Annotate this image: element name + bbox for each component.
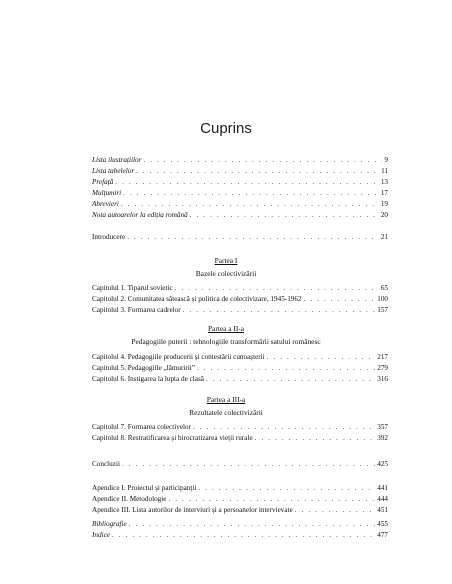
toc-entry-page: 17 — [380, 189, 388, 197]
appendices-list — [92, 483, 388, 516]
toc-entry-label: Lista tabelelor — [92, 167, 135, 175]
toc-entry-page: 13 — [380, 178, 388, 186]
toc-entry[interactable] — [92, 232, 388, 243]
leader-dots — [112, 530, 375, 541]
leader-dots — [304, 294, 376, 305]
toc-entry[interactable] — [92, 374, 388, 385]
toc-entry-label: Capitolul 1. Tiparul sovietic — [92, 284, 173, 292]
toc-entry-page: 444 — [377, 495, 388, 503]
toc-entry-page: 21 — [380, 233, 388, 241]
toc-entry[interactable] — [92, 483, 388, 494]
back-matter-list — [92, 519, 388, 541]
toc-entry[interactable] — [92, 188, 388, 199]
toc-entry-label: Nota autoarelor la ediția română — [92, 211, 188, 219]
toc-entry[interactable] — [92, 199, 388, 210]
toc-entry-page: 19 — [380, 200, 388, 208]
toc-entry-label: Lista ilustrațiilor — [92, 156, 142, 164]
leader-dots — [175, 283, 379, 294]
leader-dots — [115, 177, 379, 188]
leader-dots — [255, 433, 376, 444]
leader-dots — [267, 352, 376, 363]
toc-entry-page: 357 — [377, 423, 388, 431]
leader-dots — [136, 166, 379, 177]
part-chapters — [92, 283, 388, 316]
toc-entry-label: Concluzii — [92, 460, 120, 468]
toc-entry-label: Capitolul 4. Pedagogiile producerii și contestării cunoașterii — [92, 353, 265, 361]
toc-entry[interactable] — [92, 433, 388, 444]
toc-entry[interactable] — [92, 210, 388, 221]
leader-dots — [168, 494, 375, 505]
toc-entry-label: Capitolul 7. Formarea colectivelor — [92, 423, 191, 431]
toc-entry[interactable] — [92, 494, 388, 505]
front-matter-list — [92, 155, 388, 221]
toc-entry[interactable] — [92, 363, 388, 374]
toc-entry-page: 20 — [380, 211, 388, 219]
toc-entry[interactable] — [92, 155, 388, 166]
toc-entry[interactable] — [92, 294, 388, 305]
toc-entry-label: Apendice I. Proiectul și participanții — [92, 484, 197, 492]
toc-entry-page: 279 — [377, 364, 388, 372]
toc-entry[interactable] — [92, 177, 388, 188]
toc-entry[interactable] — [92, 352, 388, 363]
toc-entry-page: 9 — [384, 156, 388, 164]
leader-dots — [123, 188, 379, 199]
leader-dots — [295, 505, 375, 516]
toc-entry-label: Apendice III. Lista autorilor de interviuri și a persoanelor intervievate — [92, 506, 293, 514]
part-title: Pedagogiile puterii : tehnologiile transformării satului românesc — [131, 337, 321, 346]
toc-entry-label: Introducere — [92, 233, 126, 241]
toc-entry-page: 316 — [377, 375, 388, 383]
leader-dots — [122, 459, 375, 470]
introduction-entry-block — [92, 232, 388, 243]
toc-entry[interactable] — [92, 166, 388, 177]
toc-entry-label: Mulțumiri — [92, 189, 122, 197]
toc-entry-page: 441 — [377, 484, 388, 492]
leader-dots — [143, 155, 382, 166]
toc-entry-label: Capitolul 8. Restratificarea și birocratizarea vieții rurale — [92, 434, 253, 442]
toc-entry-label: Capitolul 2. Comunitatea sătească și politica de colectivizare, 1945-1962 — [92, 295, 302, 303]
page-title: Cuprins — [200, 120, 252, 137]
toc-entry-page: 455 — [377, 520, 388, 528]
toc-entry[interactable] — [92, 305, 388, 316]
toc-entry[interactable] — [92, 505, 388, 516]
toc-entry-label: Abrevieri — [92, 200, 119, 208]
toc-entry-label: Bibliografie — [92, 520, 127, 528]
toc-entry-label: Apendice II. Metodologie — [92, 495, 167, 503]
toc-entry-page: 11 — [381, 167, 388, 175]
leader-dots — [206, 374, 375, 385]
leader-dots — [183, 305, 376, 316]
toc-entry[interactable] — [92, 459, 388, 470]
toc-entry-label: Capitolul 3. Formarea cadrelor — [92, 306, 181, 314]
toc-entry-page: 65 — [380, 284, 388, 292]
toc-entry-page: 217 — [377, 353, 388, 361]
toc-entry-label: Capitolul 6. Instigarea la lupta de clasă — [92, 375, 204, 383]
toc-entry-page: 392 — [377, 434, 388, 442]
toc-entry-label: Prefață — [92, 178, 114, 186]
conclusions-entry-block — [92, 459, 388, 470]
toc-entry[interactable] — [92, 519, 388, 530]
part-chapters — [92, 422, 388, 444]
leader-dots — [129, 519, 375, 530]
part-title: Bazele colectivizării — [195, 269, 257, 278]
toc-entry[interactable] — [92, 422, 388, 433]
toc-entry-page: 100 — [377, 295, 388, 303]
toc-entry-label: Capitolul 5. Pedagogiile „lămuririi” — [92, 364, 195, 372]
leader-dots — [197, 363, 375, 374]
toc-entry-page: 451 — [377, 506, 388, 514]
part-title: Rezultatele colectivizării — [189, 408, 263, 417]
toc-entry[interactable] — [92, 530, 388, 541]
part-number: Partea a III-a — [206, 395, 246, 404]
part-number: Partea a II-a — [207, 324, 245, 333]
leader-dots — [190, 210, 379, 221]
part-number: Partea I — [214, 256, 238, 265]
part-chapters — [92, 352, 388, 385]
toc-entry-label: Indice — [92, 531, 110, 539]
toc-entry-page: 425 — [377, 460, 388, 468]
leader-dots — [121, 199, 379, 210]
leader-dots — [198, 483, 375, 494]
toc-entry[interactable] — [92, 283, 388, 294]
toc-entry-page: 477 — [377, 531, 388, 539]
leader-dots — [193, 422, 375, 433]
toc-entry-page: 157 — [377, 306, 388, 314]
leader-dots — [127, 232, 379, 243]
